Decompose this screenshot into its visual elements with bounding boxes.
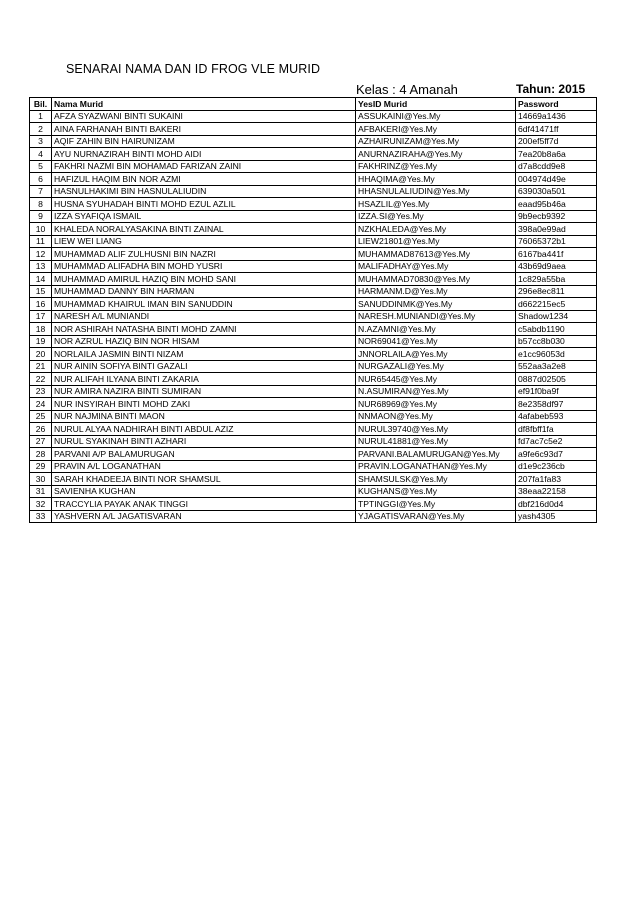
password-cell: 207fa1fa83: [516, 473, 597, 486]
yesid-cell: ASSUKAINI@Yes.My: [356, 110, 516, 123]
document-title: SENARAI NAMA DAN ID FROG VLE MURID: [66, 62, 321, 76]
password-cell: fd7ac7c5e2: [516, 435, 597, 448]
yesid-cell: NUR65445@Yes.My: [356, 373, 516, 386]
table-row: [30, 373, 597, 386]
yesid-cell: NURGAZALI@Yes.My: [356, 360, 516, 373]
row-number-cell: 14: [30, 273, 52, 286]
table-row: [30, 360, 597, 373]
student-name-cell: MUHAMMAD AMIRUL HAZIQ BIN MOHD SANI: [52, 273, 356, 286]
password-cell: Shadow1234: [516, 310, 597, 323]
password-cell: dbf216d0d4: [516, 498, 597, 511]
table-row: [30, 210, 597, 223]
student-name-cell: FAKHRI NAZMI BIN MOHAMAD FARIZAN ZAINI: [52, 160, 356, 173]
yesid-cell: MUHAMMAD70830@Yes.My: [356, 273, 516, 286]
row-number-cell: 2: [30, 123, 52, 136]
row-number-cell: 16: [30, 298, 52, 311]
yesid-cell: NURUL41881@Yes.My: [356, 435, 516, 448]
yesid-cell: TPTINGGI@Yes.My: [356, 498, 516, 511]
table-row: [30, 410, 597, 423]
table-row: [30, 285, 597, 298]
yesid-cell: HARMANM.D@Yes.My: [356, 285, 516, 298]
yesid-cell: MALIFADHAY@Yes.My: [356, 260, 516, 273]
yesid-cell: HSAZLIL@Yes.My: [356, 198, 516, 211]
password-cell: 8e2358df97: [516, 398, 597, 411]
row-number-cell: 13: [30, 260, 52, 273]
yesid-cell: AZHAIRUNIZAM@Yes.My: [356, 135, 516, 148]
yesid-cell: NURUL39740@Yes.My: [356, 423, 516, 436]
yesid-cell: HHASNULALIUDIN@Yes.My: [356, 185, 516, 198]
student-name-cell: NURUL ALYAA NADHIRAH BINTI ABDUL AZIZ: [52, 423, 356, 436]
table-row: [30, 135, 597, 148]
row-number-cell: 28: [30, 448, 52, 461]
student-name-cell: PRAVIN A/L LOGANATHAN: [52, 460, 356, 473]
student-name-cell: AFZA SYAZWANI BINTI SUKAINI: [52, 110, 356, 123]
table-row: [30, 148, 597, 161]
student-name-cell: HASNULHAKIMI BIN HASNULALIUDIN: [52, 185, 356, 198]
password-cell: df8fbff1fa: [516, 423, 597, 436]
yesid-cell: MUHAMMAD87613@Yes.My: [356, 248, 516, 261]
row-number-cell: 22: [30, 373, 52, 386]
yesid-cell: SANUDDINMK@Yes.My: [356, 298, 516, 311]
table-row: [30, 223, 597, 236]
row-number-cell: 18: [30, 323, 52, 336]
password-cell: d7a8cdd9e8: [516, 160, 597, 173]
row-number-cell: 30: [30, 473, 52, 486]
password-cell: e1cc96053d: [516, 348, 597, 361]
table-row: [30, 110, 597, 123]
row-number-cell: 26: [30, 423, 52, 436]
student-name-cell: MUHAMMAD DANNY BIN HARMAN: [52, 285, 356, 298]
table-row: [30, 448, 597, 461]
student-name-cell: HUSNA SYUHADAH BINTI MOHD EZUL AZLIL: [52, 198, 356, 211]
password-cell: 398a0e99ad: [516, 223, 597, 236]
student-name-cell: NUR NAJMINA BINTI MAON: [52, 410, 356, 423]
student-name-cell: MUHAMMAD ALIFADHA BIN MOHD YUSRI: [52, 260, 356, 273]
row-number-cell: 17: [30, 310, 52, 323]
row-number-cell: 25: [30, 410, 52, 423]
table-row: [30, 185, 597, 198]
student-name-cell: AQIF ZAHIN BIN HAIRUNIZAM: [52, 135, 356, 148]
password-cell: 43b69d9aea: [516, 260, 597, 273]
password-cell: 004974d49e: [516, 173, 597, 186]
table-row: [30, 498, 597, 511]
student-table: [29, 97, 597, 523]
yesid-cell: KUGHANS@Yes.My: [356, 485, 516, 498]
table-row: [30, 435, 597, 448]
yesid-cell: PARVANI.BALAMURUGAN@Yes.My: [356, 448, 516, 461]
row-number-cell: 7: [30, 185, 52, 198]
student-name-cell: NUR INSYIRAH BINTI MOHD ZAKI: [52, 398, 356, 411]
table-row: [30, 298, 597, 311]
row-number-cell: 12: [30, 248, 52, 261]
row-number-cell: 27: [30, 435, 52, 448]
student-name-cell: LIEW WEI LIANG: [52, 235, 356, 248]
table-row: [30, 235, 597, 248]
row-number-cell: 5: [30, 160, 52, 173]
table-row: [30, 273, 597, 286]
yesid-cell: FAKHRINZ@Yes.My: [356, 160, 516, 173]
password-cell: 1c829a55ba: [516, 273, 597, 286]
table-row: [30, 323, 597, 336]
yesid-cell: HHAQIMA@Yes.My: [356, 173, 516, 186]
row-number-cell: 11: [30, 235, 52, 248]
password-cell: 76065372b1: [516, 235, 597, 248]
yesid-cell: SHAMSULSK@Yes.My: [356, 473, 516, 486]
password-cell: d1e9c236cb: [516, 460, 597, 473]
row-number-cell: 21: [30, 360, 52, 373]
table-row: [30, 198, 597, 211]
password-cell: 14669a1436: [516, 110, 597, 123]
student-name-cell: NURUL SYAKINAH BINTI AZHARI: [52, 435, 356, 448]
yesid-cell: NOR69041@Yes.My: [356, 335, 516, 348]
yesid-cell: N.ASUMIRAN@Yes.My: [356, 385, 516, 398]
password-cell: 38eaa22158: [516, 485, 597, 498]
column-header-bil: Bil.: [30, 98, 52, 111]
student-name-cell: NUR ALIFAH ILYANA BINTI ZAKARIA: [52, 373, 356, 386]
yesid-cell: AFBAKERI@Yes.My: [356, 123, 516, 136]
row-number-cell: 9: [30, 210, 52, 223]
password-cell: 6df41471ff: [516, 123, 597, 136]
row-number-cell: 20: [30, 348, 52, 361]
student-name-cell: YASHVERN A/L JAGATISVARAN: [52, 510, 356, 523]
student-name-cell: NOR ASHIRAH NATASHA BINTI MOHD ZAMNI: [52, 323, 356, 336]
student-name-cell: MUHAMMAD ALIF ZULHUSNI BIN NAZRI: [52, 248, 356, 261]
table-row: [30, 398, 597, 411]
student-name-cell: IZZA SYAFIQA ISMAIL: [52, 210, 356, 223]
row-number-cell: 15: [30, 285, 52, 298]
password-cell: yash4305: [516, 510, 597, 523]
column-header-yesid: YesID Murid: [356, 98, 516, 111]
yesid-cell: N.AZAMNI@Yes.My: [356, 323, 516, 336]
row-number-cell: 19: [30, 335, 52, 348]
student-name-cell: KHALEDA NORALYASAKINA BINTI ZAINAL: [52, 223, 356, 236]
row-number-cell: 6: [30, 173, 52, 186]
password-cell: 6167ba441f: [516, 248, 597, 261]
password-cell: a9fe6c93d7: [516, 448, 597, 461]
yesid-cell: PRAVIN.LOGANATHAN@Yes.My: [356, 460, 516, 473]
yesid-cell: NUR68969@Yes.My: [356, 398, 516, 411]
password-cell: d662215ec5: [516, 298, 597, 311]
yesid-cell: IZZA.SI@Yes.My: [356, 210, 516, 223]
table-row: [30, 423, 597, 436]
password-cell: 296e8ec811: [516, 285, 597, 298]
table-body: [30, 110, 597, 523]
column-header-nama: Nama Murid: [52, 98, 356, 111]
student-name-cell: NORLAILA JASMIN BINTI NIZAM: [52, 348, 356, 361]
password-cell: b57cc8b030: [516, 335, 597, 348]
table-row: [30, 348, 597, 361]
student-name-cell: NUR AMIRA NAZIRA BINTI SUMIRAN: [52, 385, 356, 398]
table-row: [30, 248, 597, 261]
row-number-cell: 4: [30, 148, 52, 161]
row-number-cell: 29: [30, 460, 52, 473]
student-name-cell: SAVIENHA KUGHAN: [52, 485, 356, 498]
table-row: [30, 173, 597, 186]
student-name-cell: SARAH KHADEEJA BINTI NOR SHAMSUL: [52, 473, 356, 486]
password-cell: 7ea20b8a6a: [516, 148, 597, 161]
yesid-cell: LIEW21801@Yes.My: [356, 235, 516, 248]
table-row: [30, 310, 597, 323]
yesid-cell: JNNORLAILA@Yes.My: [356, 348, 516, 361]
student-name-cell: HAFIZUL HAQIM BIN NOR AZMI: [52, 173, 356, 186]
password-cell: ef91f0ba9f: [516, 385, 597, 398]
password-cell: c5abdb1190: [516, 323, 597, 336]
row-number-cell: 24: [30, 398, 52, 411]
row-number-cell: 1: [30, 110, 52, 123]
row-number-cell: 33: [30, 510, 52, 523]
table-row: [30, 260, 597, 273]
column-header-password: Password: [516, 98, 597, 111]
password-cell: 200ef5ff7d: [516, 135, 597, 148]
table-row: [30, 485, 597, 498]
table-row: [30, 160, 597, 173]
yesid-cell: NARESH.MUNIANDI@Yes.My: [356, 310, 516, 323]
yesid-cell: NNMAON@Yes.My: [356, 410, 516, 423]
student-name-cell: TRACCYLIA PAYAK ANAK TINGGI: [52, 498, 356, 511]
table-row: [30, 123, 597, 136]
table-row: [30, 335, 597, 348]
table-row: [30, 473, 597, 486]
student-name-cell: AYU NURNAZIRAH BINTI MOHD AIDI: [52, 148, 356, 161]
student-name-cell: MUHAMMAD KHAIRUL IMAN BIN SANUDDIN: [52, 298, 356, 311]
table-row: [30, 460, 597, 473]
student-name-cell: PARVANI A/P BALAMURUGAN: [52, 448, 356, 461]
year-label: Tahun: 2015: [516, 82, 586, 96]
table-row: [30, 385, 597, 398]
row-number-cell: 3: [30, 135, 52, 148]
class-label: Kelas : 4 Amanah: [356, 82, 458, 97]
table-header-row: [30, 98, 597, 111]
row-number-cell: 8: [30, 198, 52, 211]
password-cell: 552aa3a2e8: [516, 360, 597, 373]
yesid-cell: YJAGATISVARAN@Yes.My: [356, 510, 516, 523]
student-name-cell: AINA FARHANAH BINTI BAKERI: [52, 123, 356, 136]
yesid-cell: ANURNAZIRAHA@Yes.My: [356, 148, 516, 161]
student-name-cell: NOR AZRUL HAZIQ BIN NOR HISAM: [52, 335, 356, 348]
student-name-cell: NARESH A/L MUNIANDI: [52, 310, 356, 323]
password-cell: eaad95b46a: [516, 198, 597, 211]
password-cell: 9b9ecb9392: [516, 210, 597, 223]
row-number-cell: 32: [30, 498, 52, 511]
password-cell: 0887d02505: [516, 373, 597, 386]
row-number-cell: 23: [30, 385, 52, 398]
table-row: [30, 510, 597, 523]
password-cell: 639030a501: [516, 185, 597, 198]
student-name-cell: NUR AININ SOFIYA BINTI GAZALI: [52, 360, 356, 373]
row-number-cell: 31: [30, 485, 52, 498]
row-number-cell: 10: [30, 223, 52, 236]
yesid-cell: NZKHALEDA@Yes.My: [356, 223, 516, 236]
password-cell: 4afabeb593: [516, 410, 597, 423]
